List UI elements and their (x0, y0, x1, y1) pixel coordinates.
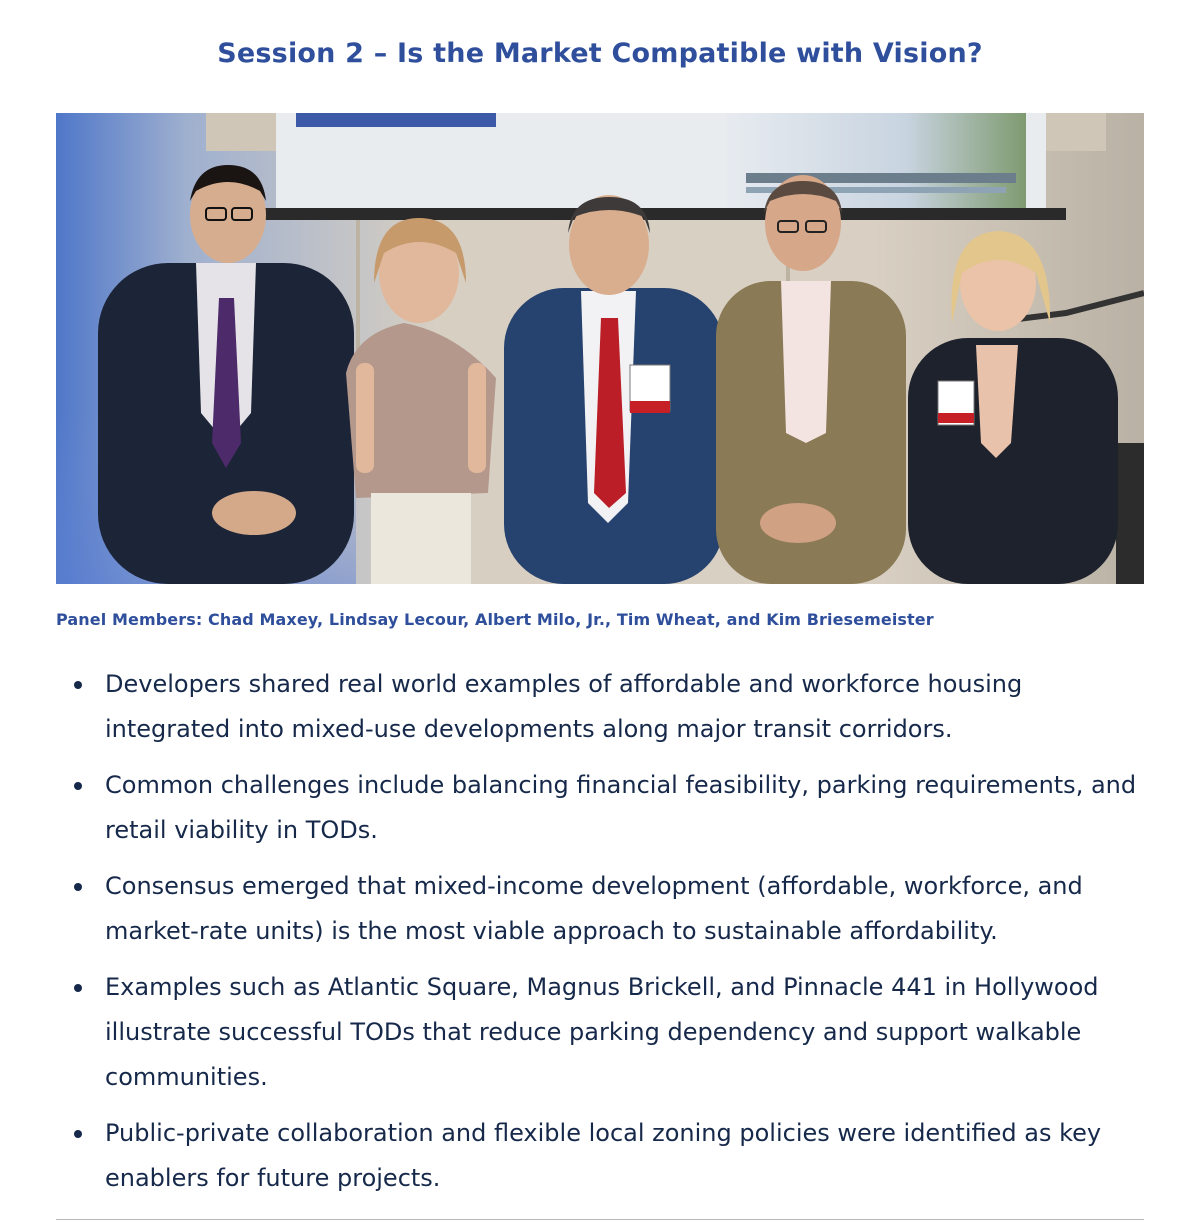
list-item-text: Common challenges include balancing financial feasibility, parking requirements, and retail viability in TODs. (105, 771, 1137, 844)
panel-group-photo (56, 113, 1144, 584)
bullet-icon (74, 782, 82, 790)
list-item-text: Developers shared real world examples of affordable and workforce housing integrated into mixed-use developments along major transit corridors. (105, 670, 1023, 743)
bullet-icon (74, 681, 82, 689)
list-item-text: Examples such as Atlantic Square, Magnus Brickell, and Pinnacle 441 in Hollywood illustrate successful TODs that reduce parking dependency and support walkable communities. (105, 973, 1099, 1091)
photo-caption: Panel Members: Chad Maxey, Lindsay Lecour, Albert Milo, Jr., Tim Wheat, and Kim Briesemeister (56, 610, 934, 629)
divider (56, 1219, 1144, 1220)
list-item (70, 662, 1150, 752)
list-item-text: Public-private collaboration and flexible local zoning policies were identified as key enablers for future projects. (105, 1119, 1102, 1192)
key-points-list (70, 662, 1150, 1212)
list-item-text: Consensus emerged that mixed-income development (affordable, workforce, and market-rate units) is the most viable approach to sustainable affordability. (105, 872, 1083, 945)
bullet-icon (74, 883, 82, 891)
list-item (70, 763, 1150, 853)
list-item (70, 864, 1150, 954)
bullet-icon (74, 984, 82, 992)
list-item (70, 965, 1150, 1100)
list-item (70, 1111, 1150, 1201)
section-title: Session 2 – Is the Market Compatible with Vision? (217, 38, 983, 69)
bullet-icon (74, 1130, 82, 1138)
